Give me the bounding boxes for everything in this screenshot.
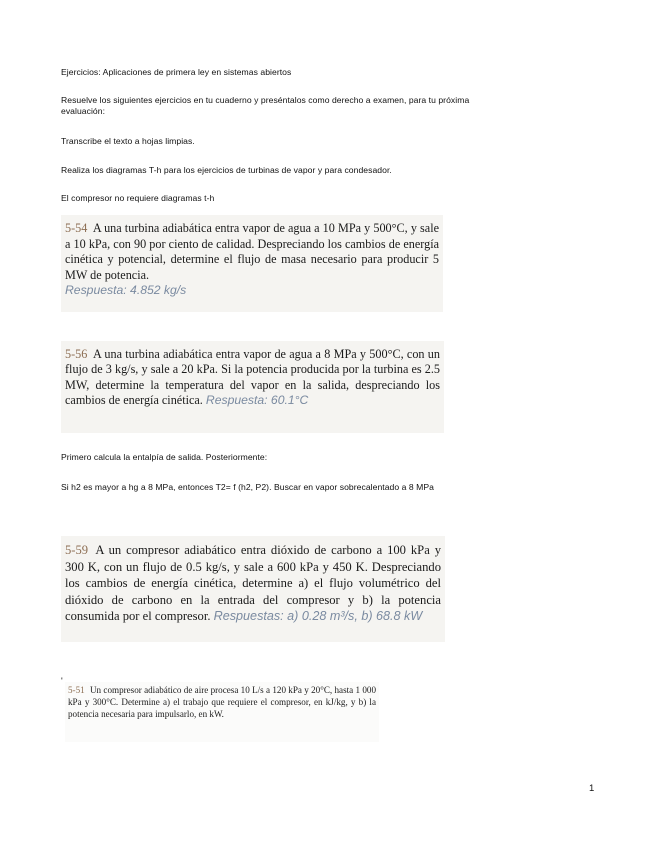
page-number: 1 [589,783,595,794]
stray-mark: ' [61,676,63,686]
instruction-transcribe: Transcribe el texto a hojas limpias. [61,136,195,146]
problem-5-54-image [61,215,443,312]
problem-answer: Respuesta: 60.1°C [205,393,309,408]
problem-number: 5-54 [65,221,88,235]
problem-number: 5-51 [68,685,85,695]
problem-text: Un compresor adiabático de aire procesa 10 L/s a 120 kPa y 20°C, hasta 1 000 kPa y 300°C. Determine a) el trabajo que requiere el compresor, en kJ/kg, y b) la potencia necesaria para impulsarlo, en kW. [68,685,376,719]
problem-number: 5-59 [65,543,89,557]
problem-number: 5-56 [65,347,88,361]
instruction-resolve-cont: evaluación: [61,106,106,116]
instruction-resolve: Resuelve los siguientes ejercicios en tu cuaderno y preséntalos como derecho a examen, para tu próxima [61,95,470,105]
problem-answer: Respuestas: a) 0.28 m³/s, b) 68.8 kW [213,609,423,624]
note-superheated: Si h2 es mayor a hg a 8 MPa, entonces T2= f (h2, P2). Buscar en vapor sobrecalentado a 8 MPa [61,482,434,492]
instruction-diagrams: Realiza los diagramas T-h para los ejercicios de turbinas de vapor y para condesador. [61,165,392,175]
problem-answer: Respuesta: 4.852 kg/s [65,283,187,298]
note-enthalpy: Primero calcula la entalpía de salida. Posteriormente: [61,452,268,462]
problem-5-51-image [65,682,379,742]
problem-5-56-image [61,341,444,433]
problem-5-59-image [61,536,445,642]
problem-text: A un compresor adiabático entra dióxido de carbono a 100 kPa y 300 K, con un flujo de 0.5 kg/s, y sale a 600 kPa y 450 K. Despreciando los cambios de energía cinética, determine a) el flujo volumétrico del dióxido de carbono en la entrada del compresor y b) la potencia consumida por el compresor. [65,543,441,624]
problem-text: A una turbina adiabática entra vapor de agua a 8 MPa y 500°C, con un flujo de 3 kg/s, y sale a 20 kPa. Si la potencia producida por la turbina es 2.5 MW, determine la temperatura del vapor en la salida, despreciando los cambios de energía cinética. [65,347,440,408]
instruction-compressor: El compresor no requiere diagramas t-h [61,193,215,203]
document-heading: Ejercicios: Aplicaciones de primera ley en sistemas abiertos [61,67,292,77]
problem-text: A una turbina adiabática entra vapor de agua a 10 MPa y 500°C, y sale a 10 kPa, con 90 por ciento de calidad. Despreciando los cambios de energía cinética y potencial, determine el flujo de masa necesario para producir 5 MW de potencia. [65,221,440,282]
